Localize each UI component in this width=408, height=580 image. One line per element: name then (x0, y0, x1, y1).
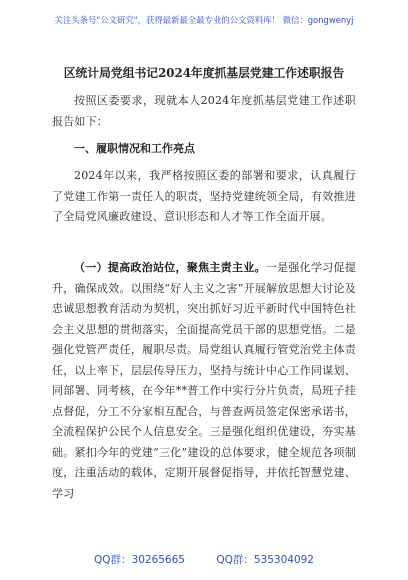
promo-banner: 关注头条号"公文研究"，获得最新最全最专业的公文资料库！ 微信：gongwenyj (54, 15, 354, 25)
footer-qq-group-1: QQ群：30265665 (94, 554, 185, 566)
footer (0, 552, 408, 567)
paragraph-2-body: 一是强化学习促提升，确保成效。以围绕“好人主义之害”开展解放思想大讨论及忠诚思想教育活动为契机，突出抓好习近平新时代中国特色社会主义思想的贯彻落实，全面提高党员干部的思想党悟。二是强化党管严责任，履职尽责。局党组认真履行管党治党主体责任，以上率下，层层传导压力，坚持与统计中心工作同谋划、同部署、同考核，在今年**普工作中实行分片负责，局班子挂点督促，分工不分家相互配合，与普查两员签定保密承诺书，全流程保护公民个人信息安全。三是强化组织优建设，夯实基础。紧扣今年的党建“三化”建设的总体要求，健全规范各项制度，注重活动的载体，定期开展督促指导，并依托智慧党建、学习 (52, 261, 356, 500)
intro-paragraph: 按照区委要求，现就本人2024年度抓基层党建工作述职报告如下： (52, 94, 356, 128)
document-title: 区统计局党组书记2024年度抓基层党建工作述职报告 (63, 66, 345, 80)
paragraph-2-heading: （一）提高政治站位，聚焦主责主业。 (74, 261, 266, 274)
paragraph-1: 2024年以来，我严格按照区委的部署和要求，认真履行了党建工作第一责任人的职责，坚持党建统领全局，有效推进了全局党风廉政建设、意识形态和人才等工作全面开展。 (52, 169, 356, 223)
paragraph-2 (52, 258, 356, 504)
section-heading: 一、履职情况和工作亮点 (74, 142, 195, 155)
footer-qq-group-2: QQ群：535304092 (216, 554, 314, 566)
